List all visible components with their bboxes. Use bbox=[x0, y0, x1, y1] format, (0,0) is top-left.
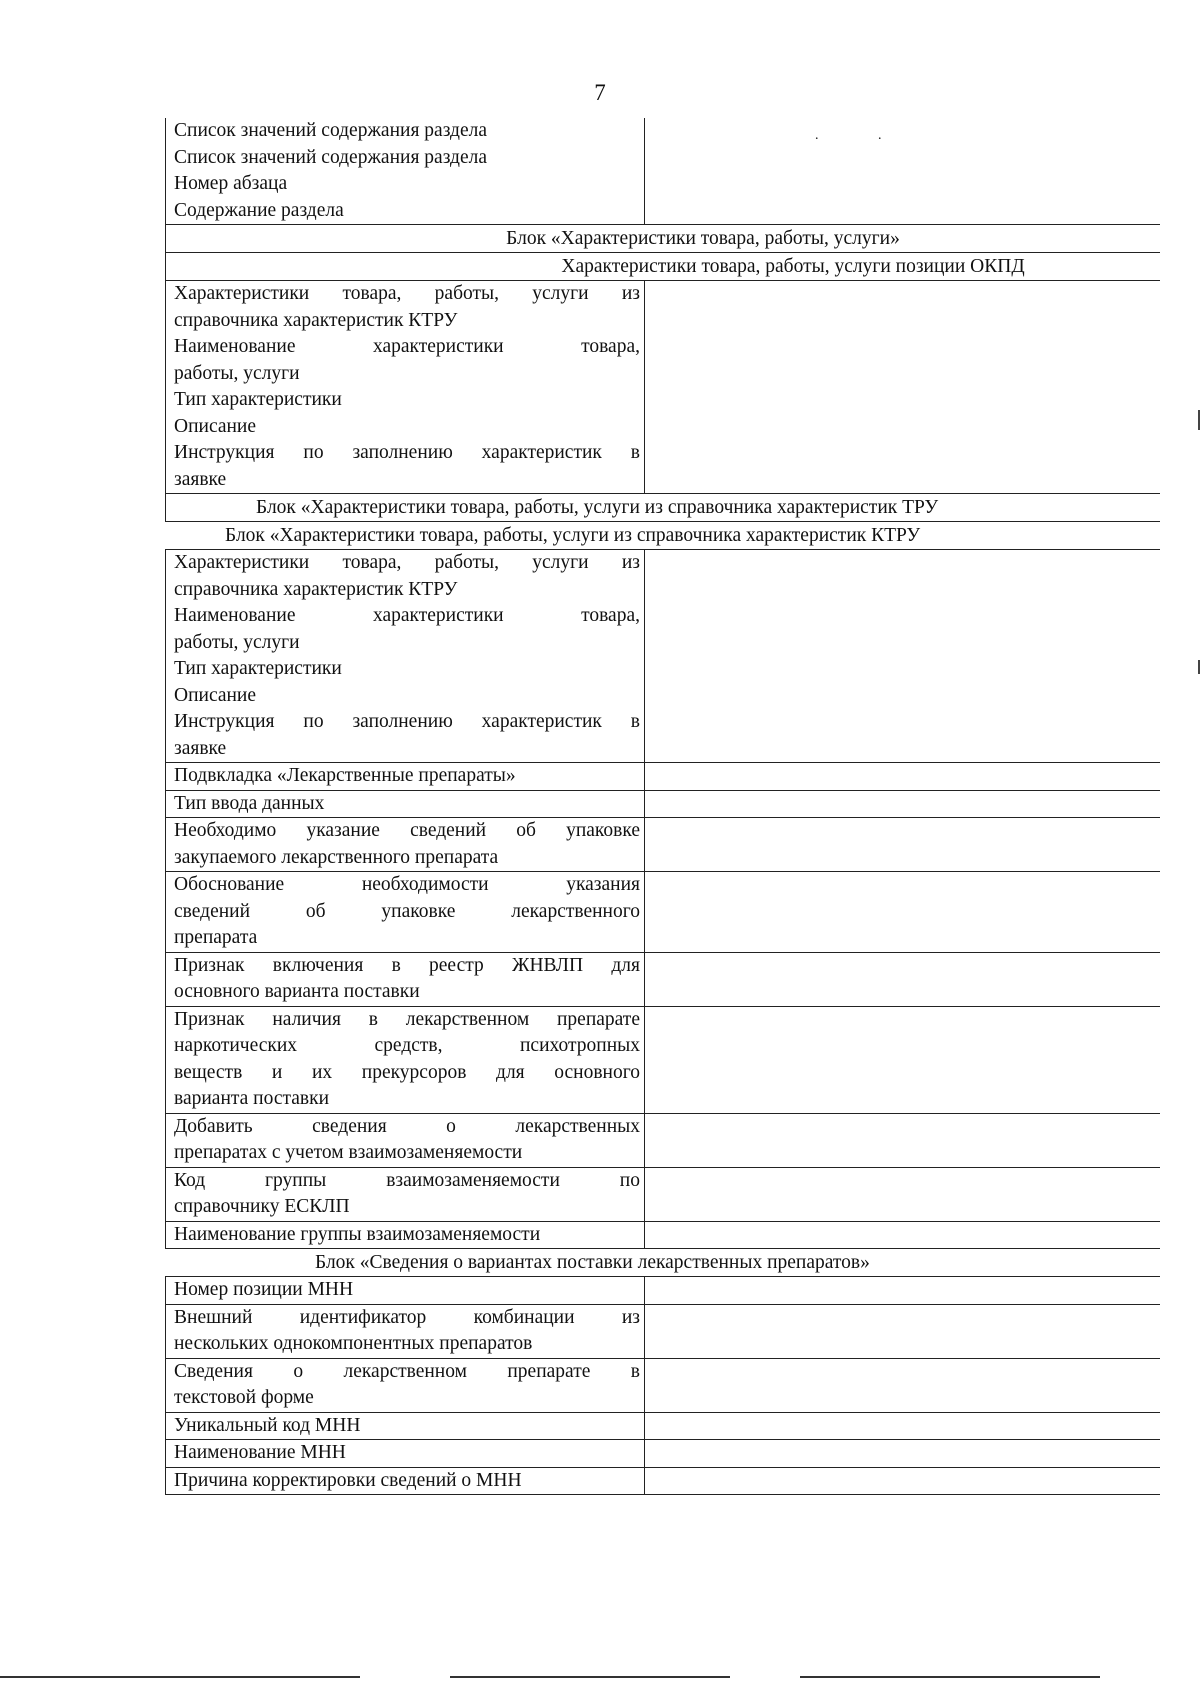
row-text: Подвкладка «Лекарственные препараты» bbox=[174, 765, 516, 786]
row-value bbox=[645, 1114, 1160, 1167]
row-text: Сведения о лекарственном препарате в bbox=[174, 1360, 640, 1382]
row-value bbox=[645, 118, 1160, 224]
row-text: Инструкция по заполнению характеристик в bbox=[174, 711, 640, 732]
row-text: Характеристики товара, работы, услуги из bbox=[174, 283, 640, 304]
row-value bbox=[645, 1440, 1160, 1467]
row-value bbox=[645, 1007, 1160, 1113]
table-row bbox=[165, 1114, 1160, 1168]
row-label bbox=[165, 1440, 645, 1467]
table-row bbox=[165, 281, 1160, 494]
row-label bbox=[165, 1222, 645, 1249]
row-text: текстовой форме bbox=[174, 1387, 314, 1408]
row-label bbox=[165, 281, 645, 493]
document-table bbox=[165, 118, 1160, 1495]
row-value bbox=[645, 872, 1160, 952]
row-text: Необходимо указание сведений об упаковке bbox=[174, 820, 640, 841]
row-label bbox=[165, 1305, 645, 1358]
row-label bbox=[165, 1413, 645, 1440]
block-heading: Характеристики товара, работы, услуги позиции ОКПД bbox=[165, 253, 1160, 281]
scan-bottom-line bbox=[450, 1676, 730, 1678]
row-text: наркотических средств, психотропных bbox=[174, 1035, 640, 1056]
table-row bbox=[165, 953, 1160, 1007]
row-value bbox=[645, 1277, 1160, 1304]
table-row bbox=[165, 763, 1160, 791]
block-heading: Блок «Характеристики товара, работы, услуги» bbox=[165, 225, 1160, 253]
row-text: препаратах с учетом взаимозаменяемости bbox=[174, 1142, 523, 1163]
row-text: Уникальный код МНН bbox=[174, 1414, 361, 1436]
row-value bbox=[645, 550, 1160, 762]
row-text: препарата bbox=[174, 927, 258, 948]
row-label bbox=[165, 1007, 645, 1113]
block-heading: Блок «Характеристики товара, работы, услуги из справочника характеристик ТРУ bbox=[165, 494, 1160, 522]
row-value bbox=[645, 1359, 1160, 1412]
row-text: Список значений содержания раздела bbox=[174, 146, 488, 168]
row-text: основного варианта поставки bbox=[174, 981, 420, 1002]
table-row bbox=[165, 1277, 1160, 1305]
row-text: Признак наличия в лекарственном препарате bbox=[174, 1008, 640, 1030]
row-text: Внешний идентификатор комбинации из bbox=[174, 1306, 640, 1328]
table-row bbox=[165, 1413, 1160, 1441]
scan-specks: . . bbox=[815, 128, 910, 143]
row-label bbox=[165, 1168, 645, 1221]
row-text: Тип характеристики bbox=[174, 389, 342, 410]
row-text: справочника характеристик КТРУ bbox=[174, 578, 458, 600]
block-heading: Блок «Характеристики товара, работы, услуги из справочника характеристик КТРУ bbox=[165, 522, 1160, 550]
row-text: справочнику ЕСКЛП bbox=[174, 1196, 350, 1217]
row-text: Номер абзаца bbox=[174, 173, 288, 194]
table-row bbox=[165, 1440, 1160, 1468]
table-row bbox=[165, 1305, 1160, 1359]
row-label bbox=[165, 818, 645, 871]
row-text: Наименование группы взаимозаменяемости bbox=[174, 1223, 541, 1245]
row-label bbox=[165, 791, 645, 818]
row-label bbox=[165, 763, 645, 790]
row-text: Содержание раздела bbox=[174, 199, 344, 221]
row-text: закупаемого лекарственного препарата bbox=[174, 846, 499, 868]
row-value bbox=[645, 1468, 1160, 1495]
row-text: сведений об упаковке лекарственного bbox=[174, 900, 640, 922]
row-label bbox=[165, 1277, 645, 1304]
row-text: Наименование МНН bbox=[174, 1442, 346, 1463]
row-label bbox=[165, 1359, 645, 1412]
page-number: 7 bbox=[594, 80, 606, 105]
row-value bbox=[645, 281, 1160, 493]
row-text: Наименование характеристики товара, bbox=[174, 336, 640, 357]
row-text: Обоснование необходимости указания bbox=[174, 874, 640, 895]
row-label bbox=[165, 550, 645, 762]
row-text: Тип характеристики bbox=[174, 658, 342, 679]
row-value bbox=[645, 1413, 1160, 1440]
row-text: Номер позиции МНН bbox=[174, 1279, 354, 1300]
table-row bbox=[165, 1168, 1160, 1222]
row-value bbox=[645, 1305, 1160, 1358]
row-value bbox=[645, 763, 1160, 790]
table-row bbox=[165, 1468, 1160, 1496]
table-row bbox=[165, 791, 1160, 819]
row-text: Причина корректировки сведений о МНН bbox=[174, 1469, 522, 1491]
table-row bbox=[165, 1359, 1160, 1413]
row-value bbox=[645, 953, 1160, 1006]
row-text: Характеристики товара, работы, услуги из bbox=[174, 552, 640, 573]
row-text: Описание bbox=[174, 684, 257, 706]
row-text: Код группы взаимозаменяемости по bbox=[174, 1169, 640, 1191]
row-value bbox=[645, 818, 1160, 871]
row-text: Инструкция по заполнению характеристик в bbox=[174, 442, 640, 463]
row-text: работы, услуги bbox=[174, 362, 300, 384]
row-text: Описание bbox=[174, 415, 257, 437]
table-row bbox=[165, 1007, 1160, 1114]
row-text: Тип ввода данных bbox=[174, 792, 325, 814]
row-text: Добавить сведения о лекарственных bbox=[174, 1115, 640, 1137]
block-heading: Блок «Сведения о вариантах поставки лекарственных препаратов» bbox=[165, 1249, 1160, 1277]
row-value bbox=[645, 791, 1160, 818]
row-text: Наименование характеристики товара, bbox=[174, 605, 640, 626]
row-text: справочника характеристик КТРУ bbox=[174, 309, 458, 331]
scan-bottom-line bbox=[800, 1676, 1100, 1678]
scan-bottom-line bbox=[0, 1676, 360, 1678]
row-text: веществ и их прекурсоров для основного bbox=[174, 1061, 640, 1083]
row-text: Признак включения в реестр ЖНВЛП для bbox=[174, 954, 640, 976]
table-row bbox=[165, 872, 1160, 953]
row-text: заявке bbox=[174, 737, 227, 759]
table-row bbox=[165, 1222, 1160, 1250]
row-label bbox=[165, 872, 645, 952]
row-value bbox=[645, 1168, 1160, 1221]
table-row bbox=[165, 818, 1160, 872]
row-label bbox=[165, 953, 645, 1006]
row-value bbox=[645, 1222, 1160, 1249]
row-text: работы, услуги bbox=[174, 631, 300, 653]
table-row bbox=[165, 118, 1160, 225]
table-row bbox=[165, 550, 1160, 763]
row-label bbox=[165, 118, 645, 224]
row-text: Список значений содержания раздела bbox=[174, 120, 488, 141]
row-label bbox=[165, 1114, 645, 1167]
row-text: нескольких однокомпонентных препаратов bbox=[174, 1333, 533, 1354]
row-text: заявке bbox=[174, 468, 227, 490]
row-text: варианта поставки bbox=[174, 1088, 330, 1109]
row-label bbox=[165, 1468, 645, 1495]
